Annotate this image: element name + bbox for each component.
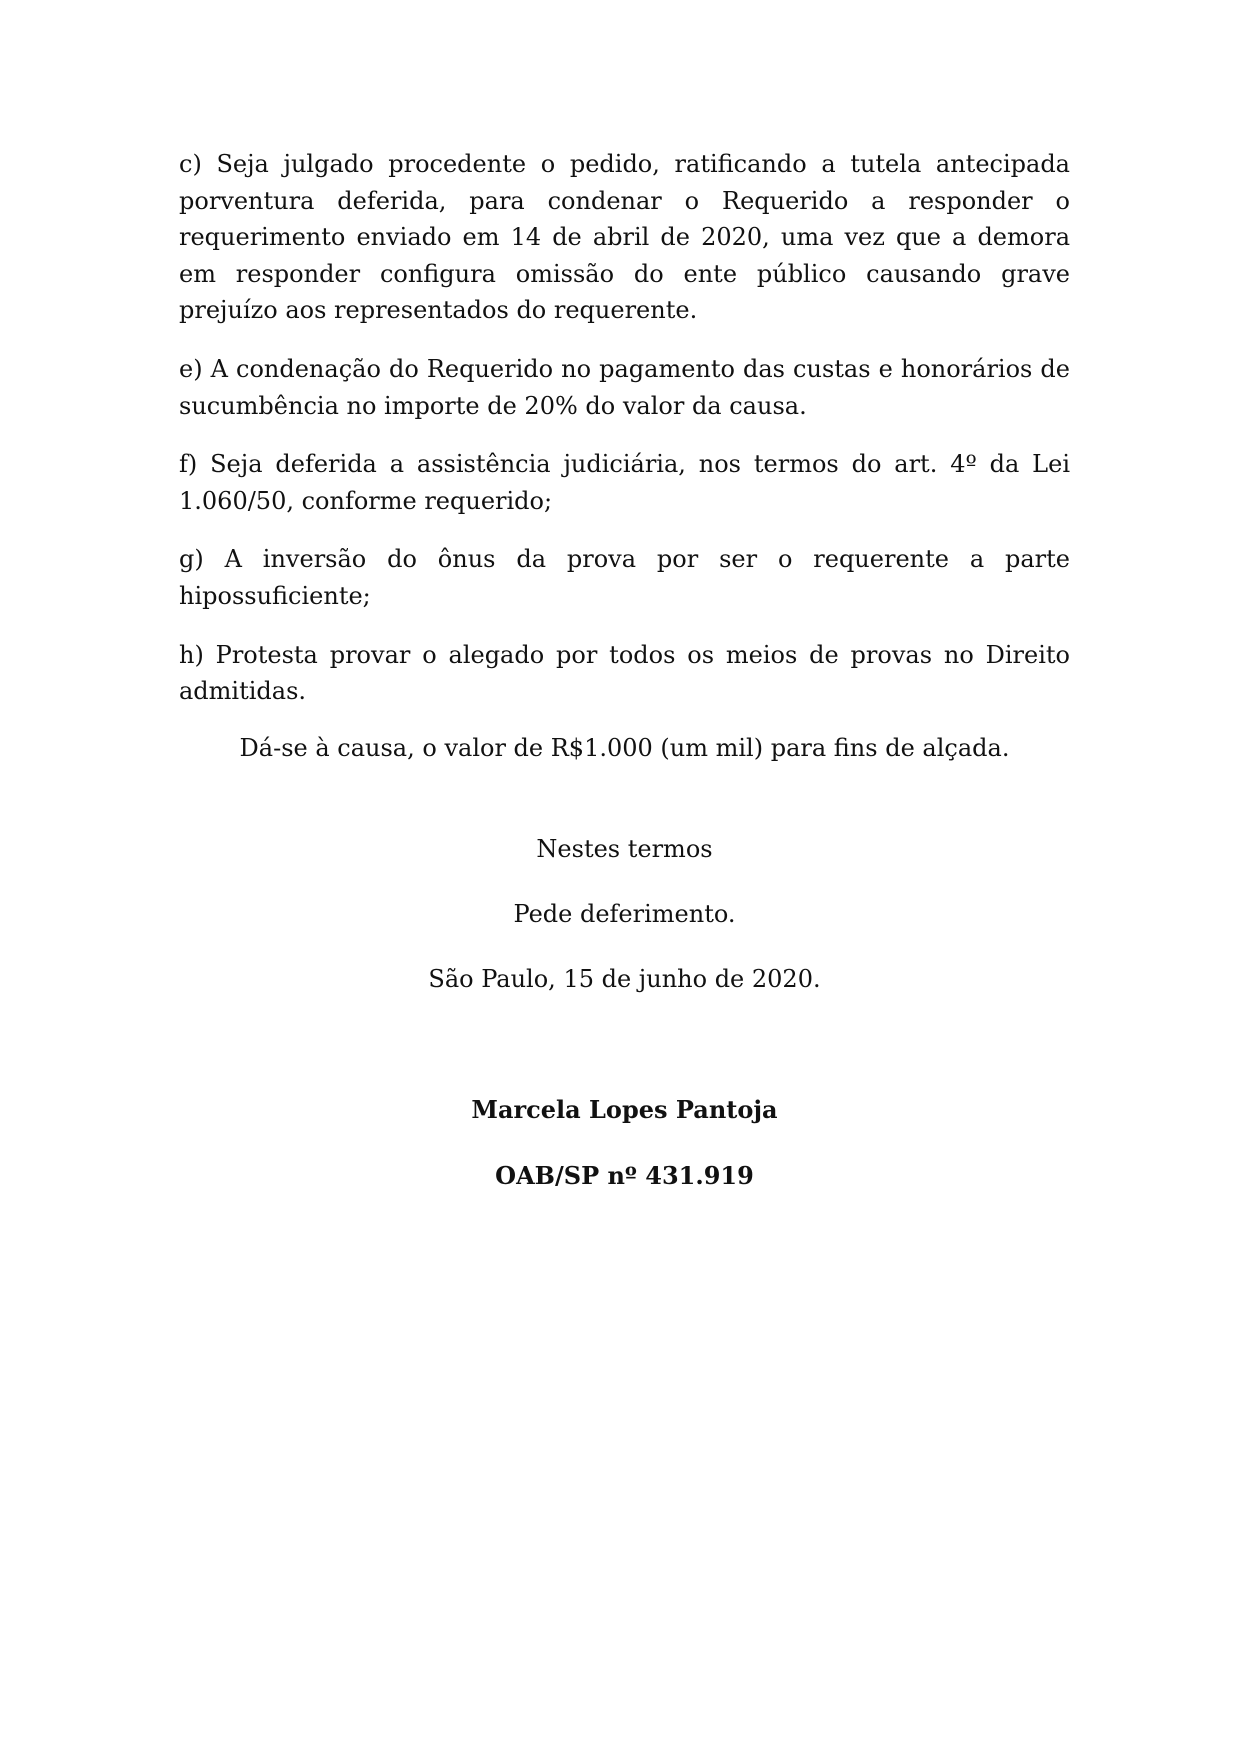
request-paragraph-h: h) Protesta provar o alegado por todos os meios de provas no Direito admitidas. [179, 640, 1070, 706]
place-and-date: São Paulo, 15 de junho de 2020. [428, 965, 821, 993]
closing-pede-deferimento: Pede deferimento. [513, 900, 736, 928]
petition-requests [179, 146, 1070, 766]
request-paragraph-c: c) Seja julgado procedente o pedido, ratificando a tutela antecipada porventura deferida, para condenar o Requerido a responder o requerimento enviado em 14 de abril de 2020, uma vez que a demora em responder configura omissão do ente público causando grave prejuízo aos representados do requerente. [179, 150, 1070, 325]
signatory-name: Marcela Lopes Pantoja [471, 1095, 778, 1124]
request-paragraph-e: e) A condenação do Requerido no pagamento das custas e honorários de sucumbência no importe de 20% do valor da causa. [179, 354, 1070, 420]
signatory-oab-number: OAB/SP nº 431.919 [495, 1161, 754, 1190]
request-paragraph-f: f) Seja deferida a assistência judiciária, nos termos do art. 4º da Lei 1.060/50, conforme requerido; [179, 450, 1070, 515]
request-paragraph-g: g) A inversão do ônus da prova por ser o requerente a parte hipossuficiente; [179, 545, 1070, 610]
case-value-line: Dá-se à causa, o valor de R$1.000 (um mil) para fins de alçada. [239, 733, 1010, 762]
closing-nestes-termos: Nestes termos [536, 835, 713, 863]
